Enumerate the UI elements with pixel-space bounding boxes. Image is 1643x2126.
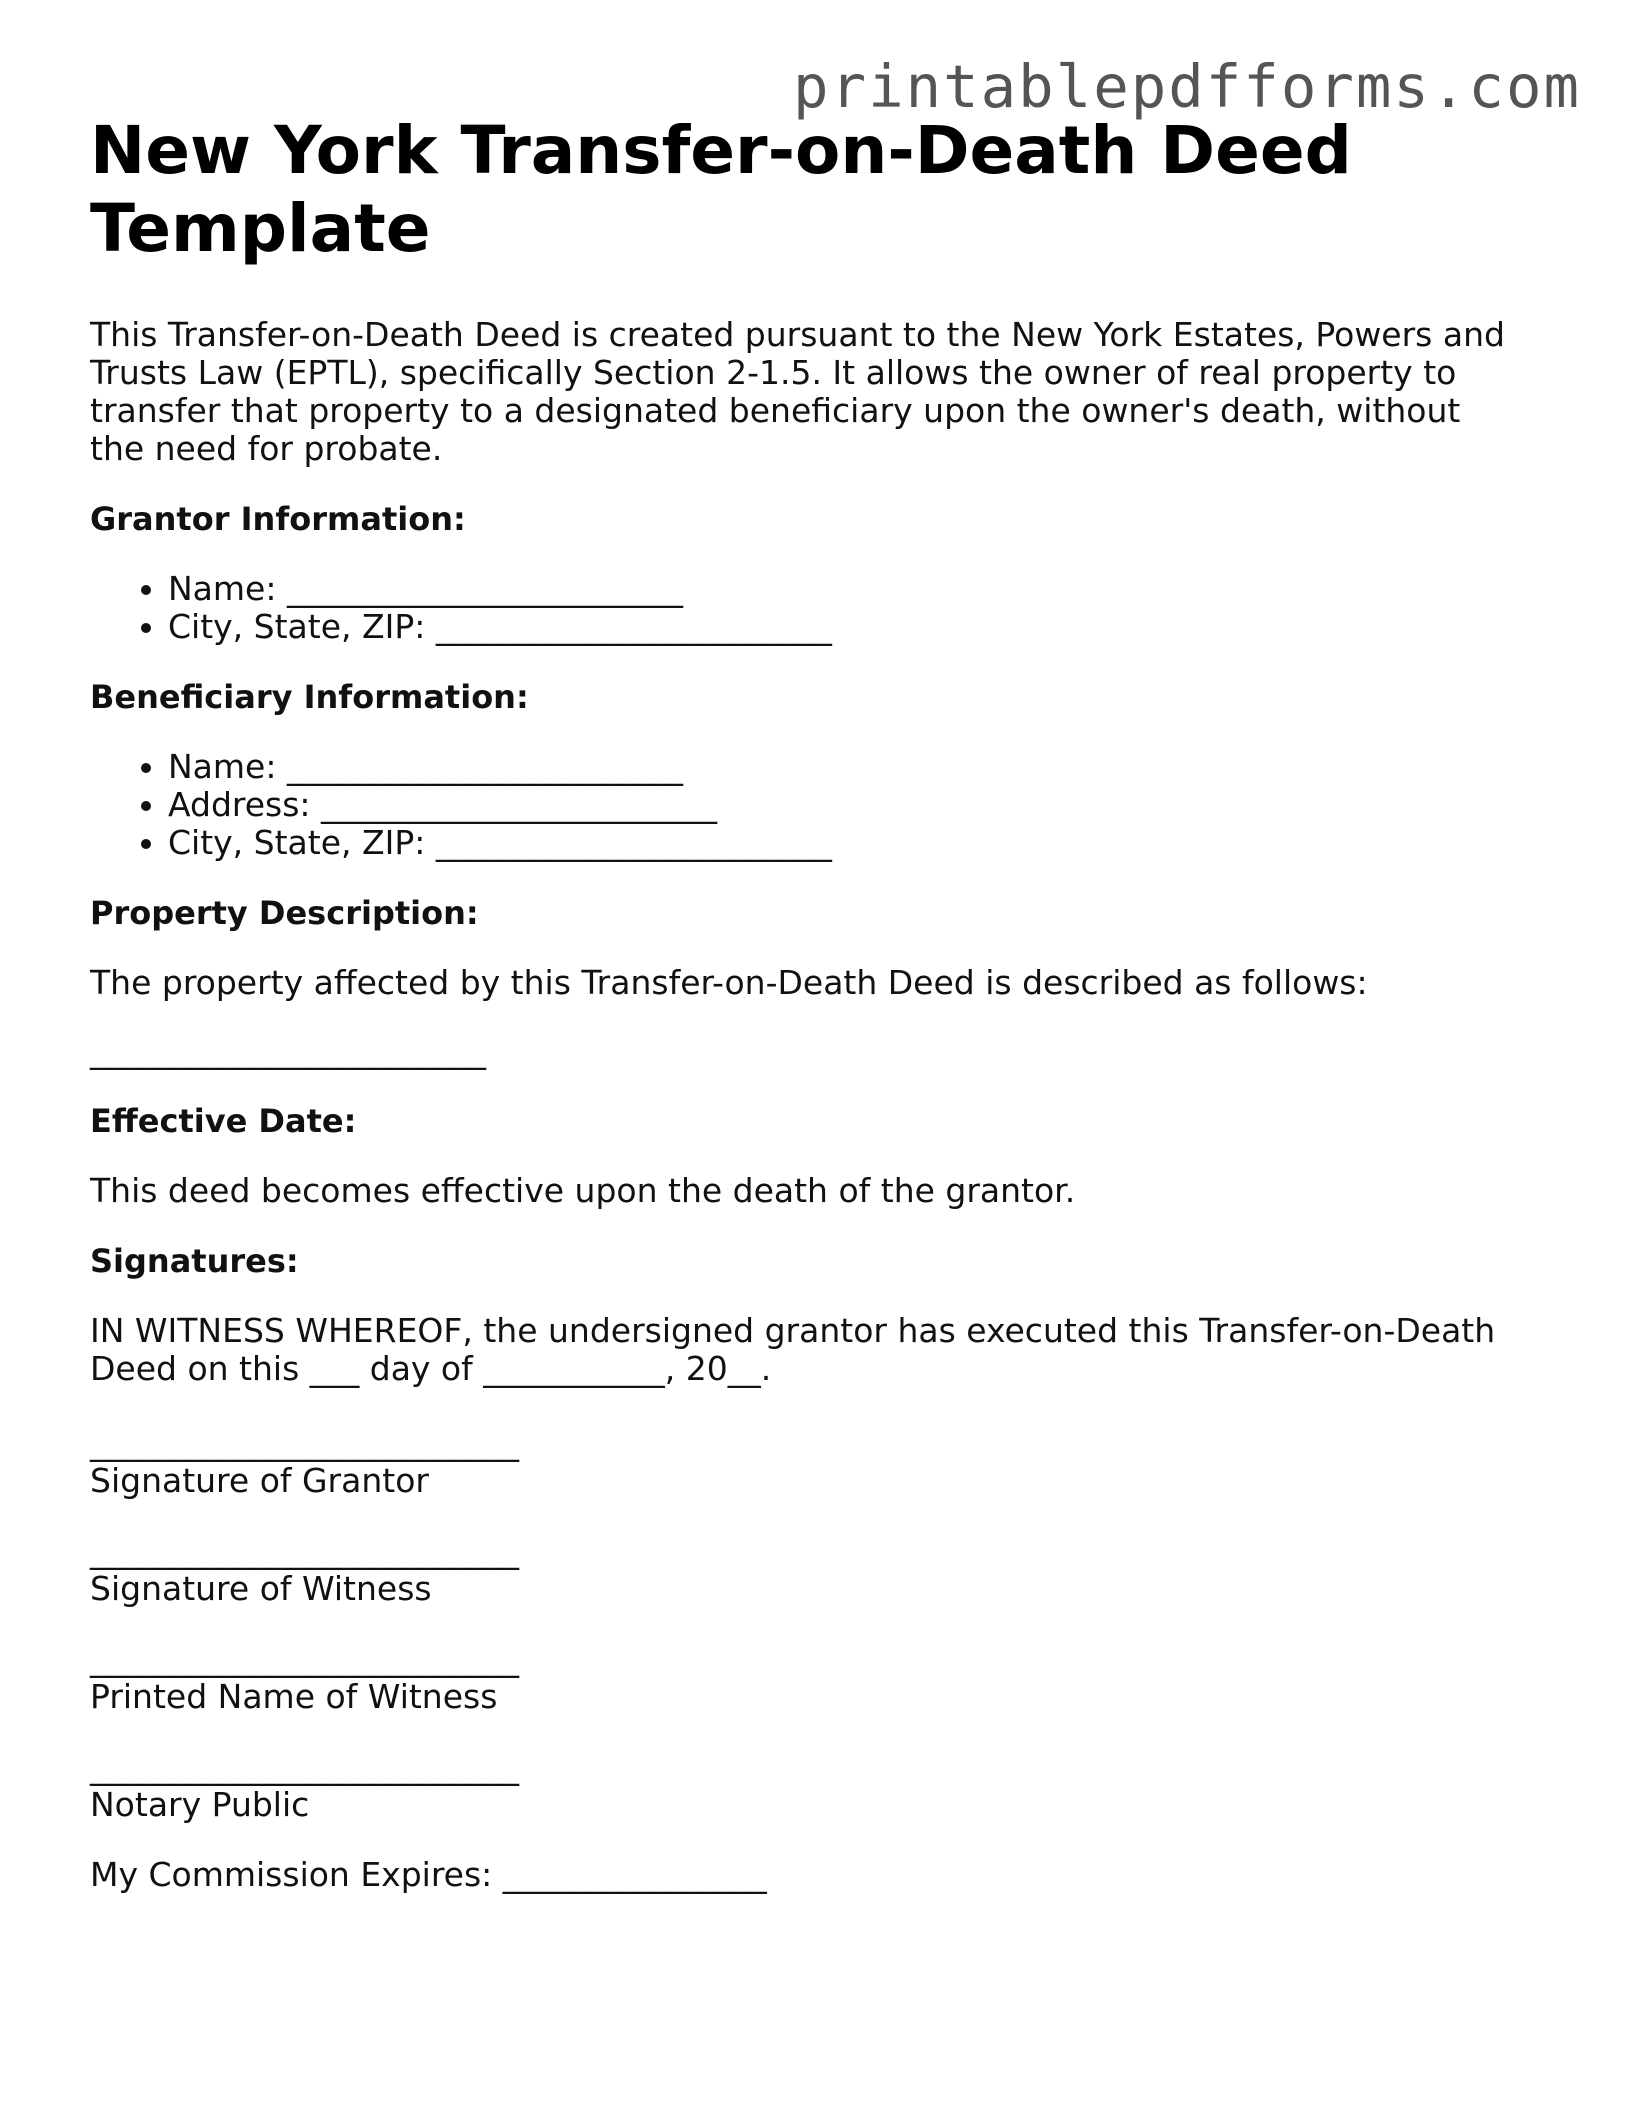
property-description-blank: ________________________	[90, 1031, 486, 1070]
signature-label: Notary Public	[90, 1785, 310, 1824]
signature-line: __________________________	[90, 1639, 519, 1678]
document-page	[90, 112, 1510, 1894]
commission-expires-field: My Commission Expires: ________________	[90, 1855, 767, 1894]
beneficiary-city-state-zip-field: • City, State, ZIP: ________________________	[168, 824, 1510, 862]
beneficiary-field-list	[90, 748, 1510, 862]
property-text: The property affected by this Transfer-on-Death Deed is described as follows:	[90, 963, 1368, 1002]
signature-line: __________________________	[90, 1531, 519, 1570]
intro-paragraph: This Transfer-on-Death Deed is created pursuant to the New York Estates, Powers and Trusts Law (EPTL), specifically Section 2-1.5. It allows the owner of real property to transfer that property to a designated beneficiary upon the owner's death, without the need for probate.	[90, 315, 1505, 468]
property-heading: Property Description:	[90, 894, 479, 932]
signatures-heading: Signatures:	[90, 1242, 299, 1280]
page-title: New York Transfer-on-Death Deed Template	[90, 112, 1352, 267]
grantor-city-state-zip-field: • City, State, ZIP: ________________________	[168, 608, 1510, 646]
signature-label: Signature of Grantor	[90, 1461, 429, 1500]
watermark: printablepdfforms.com	[793, 52, 1581, 121]
beneficiary-address-field: • Address: ________________________	[168, 786, 1510, 824]
effective-date-heading: Effective Date:	[90, 1102, 357, 1140]
signature-label: Printed Name of Witness	[90, 1677, 498, 1716]
signature-label: Signature of Witness	[90, 1569, 432, 1608]
grantor-heading: Grantor Information:	[90, 500, 466, 538]
beneficiary-heading: Beneficiary Information:	[90, 678, 529, 716]
notary-signature-block	[90, 1748, 1510, 1824]
effective-date-text: This deed becomes effective upon the death of the grantor.	[90, 1171, 1076, 1210]
grantor-name-field: • Name: ________________________	[168, 570, 1510, 608]
grantor-signature-block	[90, 1424, 1510, 1500]
beneficiary-name-field: • Name: ________________________	[168, 748, 1510, 786]
witness-statement: IN WITNESS WHEREOF, the undersigned grantor has executed this Transfer-on-Death Deed on this ___ day of ___________, 20__.	[90, 1311, 1496, 1388]
witness-printed-name-block	[90, 1640, 1510, 1716]
signature-line: __________________________	[90, 1423, 519, 1462]
grantor-field-list	[90, 570, 1510, 646]
witness-signature-block	[90, 1532, 1510, 1608]
signature-line: __________________________	[90, 1747, 519, 1786]
